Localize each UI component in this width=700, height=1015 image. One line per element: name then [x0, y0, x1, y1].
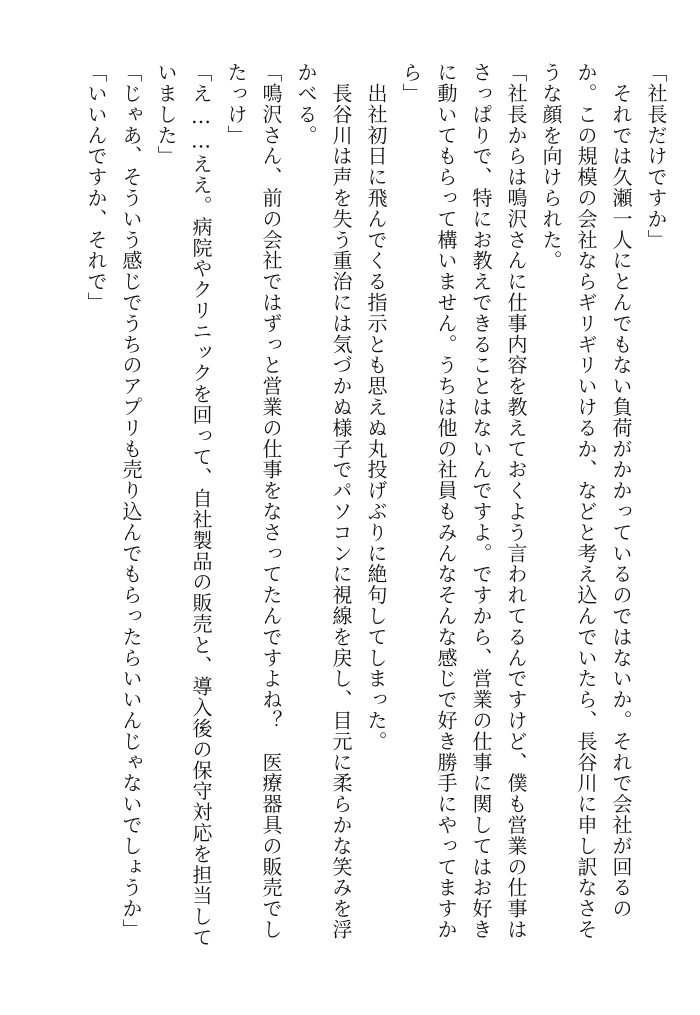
text-line-11: かべる。 — [294, 62, 318, 146]
text-line-10: 長谷川は声を失う重治には気づかぬ様子でパソコンに視線を戻し、目元に柔らかな笑みを浮 — [329, 62, 353, 940]
text-line-12: 「鳴沢さん、前の会社ではずっと営業の仕事をなさってたんですよね？ 医療器具の販売でし — [259, 62, 283, 940]
text-line-1: 「社長だけですか」 — [644, 62, 668, 251]
text-line-2: それでは久瀬一人にとんでもない負荷がかかっているのではないか。それで会社が回るの — [609, 62, 633, 919]
text-line-6: さっぱりで、特にお教えできることはないんですよ。ですから、営業の仕事に関してはお好き — [469, 62, 493, 940]
text-line-8: ら」 — [399, 62, 423, 104]
text-line-3: か。この規模の会社ならギリギリいけるか、などと考え込んでいたら、長谷川に申し訳なさそ — [574, 62, 598, 940]
text-line-15: いました」 — [154, 62, 178, 167]
text-line-7: に動いてもらって構いません。うちは他の社員もみんなそんな感じで好き勝手にやってますか — [434, 62, 458, 940]
text-line-14: 「え……ええ。病院やクリニックを回って、自社製品の販売と、導入後の保守対応を担当して — [189, 62, 213, 948]
text-line-4: うな顔を向けられた。 — [539, 62, 563, 271]
text-line-17: 「いいんですか、それで」 — [84, 62, 108, 313]
text-line-13: たっけ」 — [224, 62, 248, 146]
text-line-9: 出社初日に飛んでくる指示とも思えぬ丸投げぶりに絶句してしまった。 — [364, 62, 388, 752]
text-line-5: 「社長からは鳴沢さんに仕事内容を教えておくよう言われてるんですけど、僕も営業の仕事は — [504, 62, 528, 940]
text-line-16: 「じゃあ、そういう感じでうちのアプリも売り込んでもらったらいいんじゃないでしょうか」 — [119, 62, 143, 940]
